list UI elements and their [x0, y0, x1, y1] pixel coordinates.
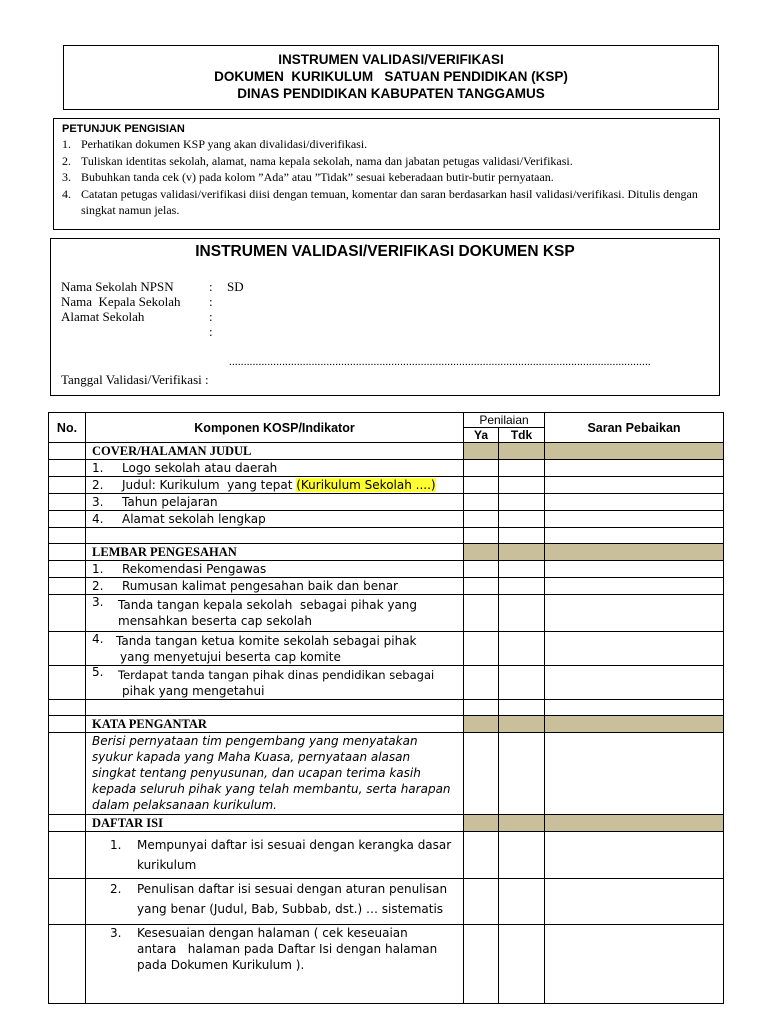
- cell-saran: [545, 443, 724, 460]
- indicator-number: 4.: [92, 631, 104, 646]
- check-ya[interactable]: [464, 511, 499, 528]
- check-ya[interactable]: [464, 561, 499, 578]
- instruction-number: 3.: [62, 170, 71, 184]
- indicator-cell: [86, 477, 464, 494]
- check-tdk[interactable]: [499, 477, 545, 494]
- indicator-number: 1.: [92, 562, 104, 576]
- indicator-number: 3.: [92, 595, 104, 609]
- highlighted-text: (Kurikulum Sekolah ....): [296, 478, 436, 492]
- table-row: [49, 879, 724, 925]
- field-colon: :: [209, 294, 213, 309]
- saran-input[interactable]: [545, 477, 724, 494]
- check-ya[interactable]: [464, 733, 499, 815]
- indicator-text: Rumusan kalimat pengesahan baik dan benar: [122, 579, 398, 593]
- form-title: INSTRUMEN VALIDASI/VERIFIKASI DOKUMEN KSP: [195, 243, 575, 260]
- indicator-cell: [86, 666, 464, 700]
- saran-input[interactable]: [545, 632, 724, 666]
- title-line-2: DOKUMEN KURIKULUM SATUAN PENDIDIKAN (KSP): [214, 69, 568, 84]
- indicator-text: Tanda tangan kepala sekolah sebagai pihak yang: [118, 598, 418, 612]
- indicator-cell: [86, 578, 464, 595]
- table-row: [49, 494, 724, 511]
- validation-table: [48, 412, 724, 1004]
- instruction-text: Bubuhkan tanda cek (v) pada kolom ”Ada” atau ”Tidak” sesuai keberadaan butir-butir pernyataan.: [81, 170, 554, 184]
- indicator-cell: [86, 561, 464, 578]
- saran-input[interactable]: [545, 494, 724, 511]
- check-tdk[interactable]: [499, 879, 545, 925]
- instruction-text: Catatan petugas validasi/verifikasi diisi dengan temuan, komentar dan saran berdasarkan hasil validasi/verifikasi. Ditulis dengan singkat namun jelas.: [81, 186, 698, 217]
- table-row: [49, 561, 724, 578]
- indicator-cell: [86, 494, 464, 511]
- check-tdk[interactable]: [499, 925, 545, 1004]
- check-tdk[interactable]: [499, 666, 545, 700]
- header-tdk: Tdk: [499, 428, 545, 443]
- indicator-cell: [86, 460, 464, 477]
- instructions-heading: PETUNJUK PENGISIAN: [62, 123, 185, 135]
- table-row: [49, 925, 724, 1004]
- header-komponen: Komponen KOSP/Indikator: [86, 413, 464, 443]
- indicator-text-cont: antara halaman pada Daftar Isi dengan halaman: [137, 942, 438, 956]
- indicator-text: Judul: Kurikulum yang tepat: [122, 478, 297, 492]
- indicator-cell: [86, 925, 464, 1004]
- check-ya[interactable]: [464, 925, 499, 1004]
- saran-input[interactable]: [545, 733, 724, 815]
- saran-input[interactable]: [545, 595, 724, 632]
- table-row: [49, 832, 724, 879]
- indicator-text: Logo sekolah atau daerah: [122, 461, 278, 475]
- instructions-list: [62, 136, 711, 219]
- indicator-text-cont: pihak yang mengetahui: [122, 683, 265, 698]
- table-row: [49, 632, 724, 666]
- field-principal-name: [61, 294, 227, 310]
- indicator-cell: [86, 879, 464, 925]
- check-tdk[interactable]: [499, 494, 545, 511]
- section-row-cover: [49, 443, 724, 460]
- indicator-cell: [86, 595, 464, 632]
- field-address-cont: [61, 324, 227, 340]
- check-ya[interactable]: [464, 632, 499, 666]
- check-tdk[interactable]: [499, 561, 545, 578]
- indicator-text-cont: yang benar (Judul, Bab, Subbab, dst.) … sistematis: [137, 902, 444, 916]
- field-school-address: [61, 309, 227, 325]
- check-ya[interactable]: [464, 595, 499, 632]
- field-school-name: [61, 279, 244, 295]
- check-ya[interactable]: [464, 666, 499, 700]
- indicator-number: 2.: [92, 478, 104, 492]
- section-label: LEMBAR PENGESAHAN: [86, 544, 464, 561]
- saran-input[interactable]: [545, 666, 724, 700]
- identity-form-box: [50, 238, 720, 396]
- check-tdk[interactable]: [499, 511, 545, 528]
- indicator-text: Rekomendasi Pengawas: [122, 562, 267, 576]
- section-row-pengantar: [49, 716, 724, 733]
- field-colon: :: [209, 309, 213, 324]
- indicator-number: 2.: [110, 882, 122, 896]
- header-no: No.: [49, 413, 86, 443]
- section-row-daftar-isi: [49, 815, 724, 832]
- field-label: Alamat Sekolah: [61, 309, 145, 324]
- table-row: [49, 666, 724, 700]
- title-line-1: INSTRUMEN VALIDASI/VERIFIKASI: [278, 52, 504, 67]
- indicator-text: Terdapat tanda tangan pihak dinas pendidikan sebagai: [118, 667, 435, 682]
- table-row: [49, 578, 724, 595]
- header-penilaian: Penilaian: [464, 413, 545, 428]
- saran-input[interactable]: [545, 511, 724, 528]
- instruction-number: 2.: [62, 153, 71, 168]
- table-row-empty: [49, 528, 724, 544]
- indicator-number: 3.: [110, 926, 122, 940]
- indicator-number: 4.: [92, 512, 104, 526]
- check-ya[interactable]: [464, 578, 499, 595]
- header-ya: Ya: [464, 428, 499, 443]
- field-colon: :: [209, 279, 213, 294]
- table-row: [49, 733, 724, 815]
- indicator-cell: [86, 832, 464, 879]
- instruction-item: [62, 136, 711, 153]
- check-tdk[interactable]: [499, 632, 545, 666]
- check-tdk[interactable]: [499, 595, 545, 632]
- instruction-item: [62, 186, 711, 219]
- field-label: Nama Kepala Sekolah: [61, 294, 181, 309]
- address-dotted-line: ...............................................................................................................................................: [229, 356, 651, 368]
- table-row: [49, 460, 724, 477]
- indicator-text: Alamat sekolah lengkap: [122, 512, 266, 526]
- check-ya[interactable]: [464, 494, 499, 511]
- indicator-text: Tahun pelajaran: [122, 495, 218, 509]
- cell-ya: [464, 443, 499, 460]
- indicator-text-cont: kurikulum: [137, 858, 197, 872]
- indicator-number: 5.: [92, 665, 104, 679]
- section-row-pengesahan: [49, 544, 724, 561]
- check-ya[interactable]: [464, 832, 499, 879]
- indicator-number: 1.: [92, 461, 104, 475]
- section-label: COVER/HALAMAN JUDUL: [86, 443, 464, 460]
- indicator-text: Penulisan daftar isi sesuai dengan aturan penulisan: [137, 882, 448, 896]
- indicator-cell: [86, 632, 464, 666]
- table-row-empty: [49, 700, 724, 716]
- instruction-number: 1.: [62, 137, 71, 151]
- table-row: [49, 595, 724, 632]
- check-ya[interactable]: [464, 879, 499, 925]
- indicator-cell: [86, 511, 464, 528]
- pengantar-description: Berisi pernyataan tim pengembang yang menyatakan syukur kapada yang Maha Kuasa, pernyataan alasan singkat tentang penyusunan, dan ucapan terima kasih kepada seluruh pihak yang telah membantu, serta harapan dalam pelaksanaan kurikulum.: [86, 733, 464, 815]
- title-line-3: DINAS PENDIDIKAN KABUPATEN TANGGAMUS: [237, 86, 545, 101]
- check-tdk[interactable]: [499, 832, 545, 879]
- saran-input[interactable]: [545, 925, 724, 1004]
- indicator-text-cont: pada Dokumen Kurikulum ).: [137, 958, 305, 972]
- check-tdk[interactable]: [499, 733, 545, 815]
- indicator-text-cont: yang menyetujui beserta cap komite: [120, 649, 341, 664]
- indicator-number: 3.: [92, 495, 104, 509]
- check-tdk[interactable]: [499, 578, 545, 595]
- instruction-item: [62, 153, 711, 170]
- indicator-text: Mempunyai daftar isi sesuai dengan kerangka dasar: [137, 838, 452, 852]
- cell-no: [49, 443, 86, 460]
- section-label: KATA PENGANTAR: [86, 716, 464, 733]
- date-colon: :: [204, 372, 209, 387]
- field-colon: :: [209, 324, 213, 339]
- field-validation-date: [61, 372, 209, 388]
- field-label: Nama Sekolah NPSN: [61, 279, 174, 294]
- saran-input[interactable]: [545, 561, 724, 578]
- indicator-text: Kesesuaian dengan halaman ( cek keseuaian: [137, 926, 408, 940]
- check-tdk[interactable]: [499, 460, 545, 477]
- saran-input[interactable]: [545, 460, 724, 477]
- indicator-text: Tanda tangan ketua komite sekolah sebagai pihak: [116, 633, 417, 648]
- table-row: [49, 511, 724, 528]
- instruction-number: 4.: [62, 186, 71, 201]
- indicator-text-cont: mensahkan beserta cap sekolah: [118, 614, 313, 628]
- instructions-box: [53, 118, 720, 230]
- date-label: Tanggal Validasi/Verifikasi: [61, 372, 202, 387]
- instruction-text: Perhatikan dokumen KSP yang akan divalidasi/diverifikasi.: [81, 137, 368, 151]
- cell-tdk: [499, 443, 545, 460]
- header-saran: Saran Pebaikan: [545, 413, 724, 443]
- saran-input[interactable]: [545, 832, 724, 879]
- instruction-text: Tuliskan identitas sekolah, alamat, nama kepala sekolah, nama dan jabatan petugas validasi/Verifikasi.: [81, 153, 573, 168]
- indicator-number: 2.: [92, 579, 104, 593]
- check-ya[interactable]: [464, 460, 499, 477]
- check-ya[interactable]: [464, 477, 499, 494]
- instruction-item: [62, 169, 711, 186]
- saran-input[interactable]: [545, 578, 724, 595]
- table-row: [49, 477, 724, 494]
- indicator-number: 1.: [110, 838, 122, 852]
- saran-input[interactable]: [545, 879, 724, 925]
- section-label: DAFTAR ISI: [86, 815, 464, 832]
- document-title-box: [63, 45, 719, 110]
- field-value[interactable]: SD: [227, 279, 244, 294]
